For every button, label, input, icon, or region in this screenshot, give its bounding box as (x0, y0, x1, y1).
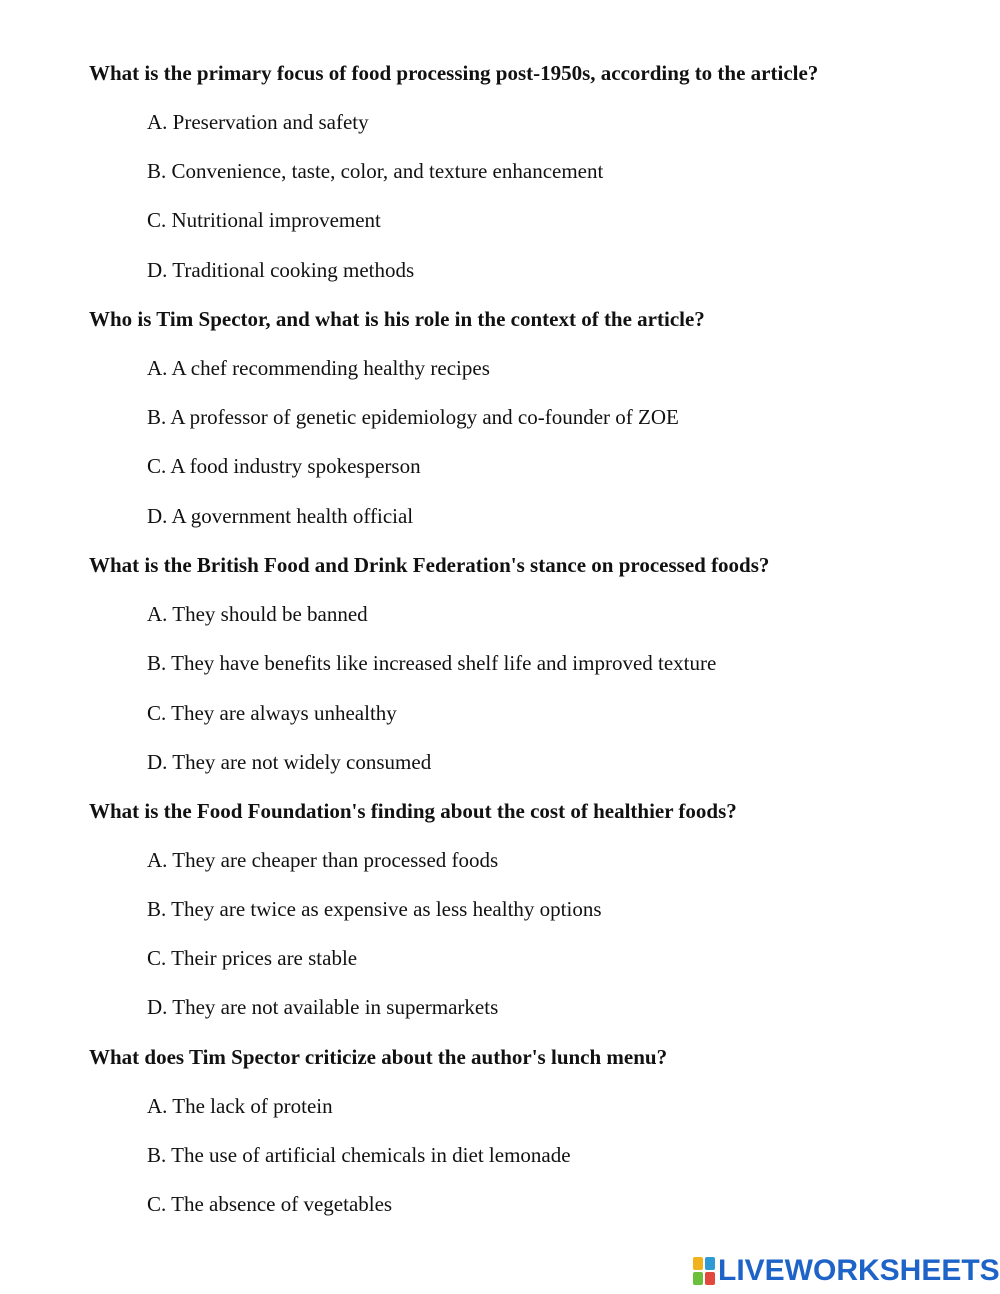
question-1-text: What is the primary focus of food processing post-1950s, according to the article? (89, 61, 819, 85)
question-3-option-b: B. They have benefits like increased shelf life and improved texture (147, 651, 717, 675)
liveworksheets-logo-text: LIVEWORKSHEETS (718, 1254, 1000, 1287)
question-2-option-c: C. A food industry spokesperson (147, 454, 421, 478)
question-2-text: Who is Tim Spector, and what is his role in the context of the article? (89, 307, 705, 331)
question-1-option-c: C. Nutritional improvement (147, 208, 381, 232)
question-2-option-a: A. A chef recommending healthy recipes (147, 356, 490, 380)
question-4-text: What is the Food Foundation's finding about the cost of healthier foods? (89, 799, 737, 823)
question-3-text: What is the British Food and Drink Federation's stance on processed foods? (89, 553, 770, 577)
question-1-option-b: B. Convenience, taste, color, and texture enhancement (147, 159, 604, 183)
question-4-option-c: C. Their prices are stable (147, 946, 358, 970)
question-1-option-a: A. Preservation and safety (147, 110, 369, 134)
question-2-option-d: D. A government health official (147, 504, 414, 528)
question-4-option-a: A. They are cheaper than processed foods (147, 848, 499, 872)
question-5-option-a: A. The lack of protein (147, 1094, 333, 1118)
question-5-text: What does Tim Spector criticize about the author's lunch menu? (89, 1045, 668, 1069)
question-1-option-d: D. Traditional cooking methods (147, 258, 415, 282)
liveworksheets-logo-icon (693, 1257, 715, 1285)
question-3-option-a: A. They should be banned (147, 602, 368, 626)
question-3-option-d: D. They are not widely consumed (147, 750, 432, 774)
liveworksheets-logo (693, 1254, 1000, 1288)
question-5-option-c: C. The absence of vegetables (147, 1192, 393, 1216)
question-4-option-b: B. They are twice as expensive as less healthy options (147, 897, 602, 921)
question-4-option-d: D. They are not available in supermarkets (147, 995, 499, 1019)
question-5-option-b: B. The use of artificial chemicals in diet lemonade (147, 1143, 571, 1167)
question-2-option-b: B. A professor of genetic epidemiology and co-founder of ZOE (147, 405, 679, 429)
question-3-option-c: C. They are always unhealthy (147, 701, 397, 725)
